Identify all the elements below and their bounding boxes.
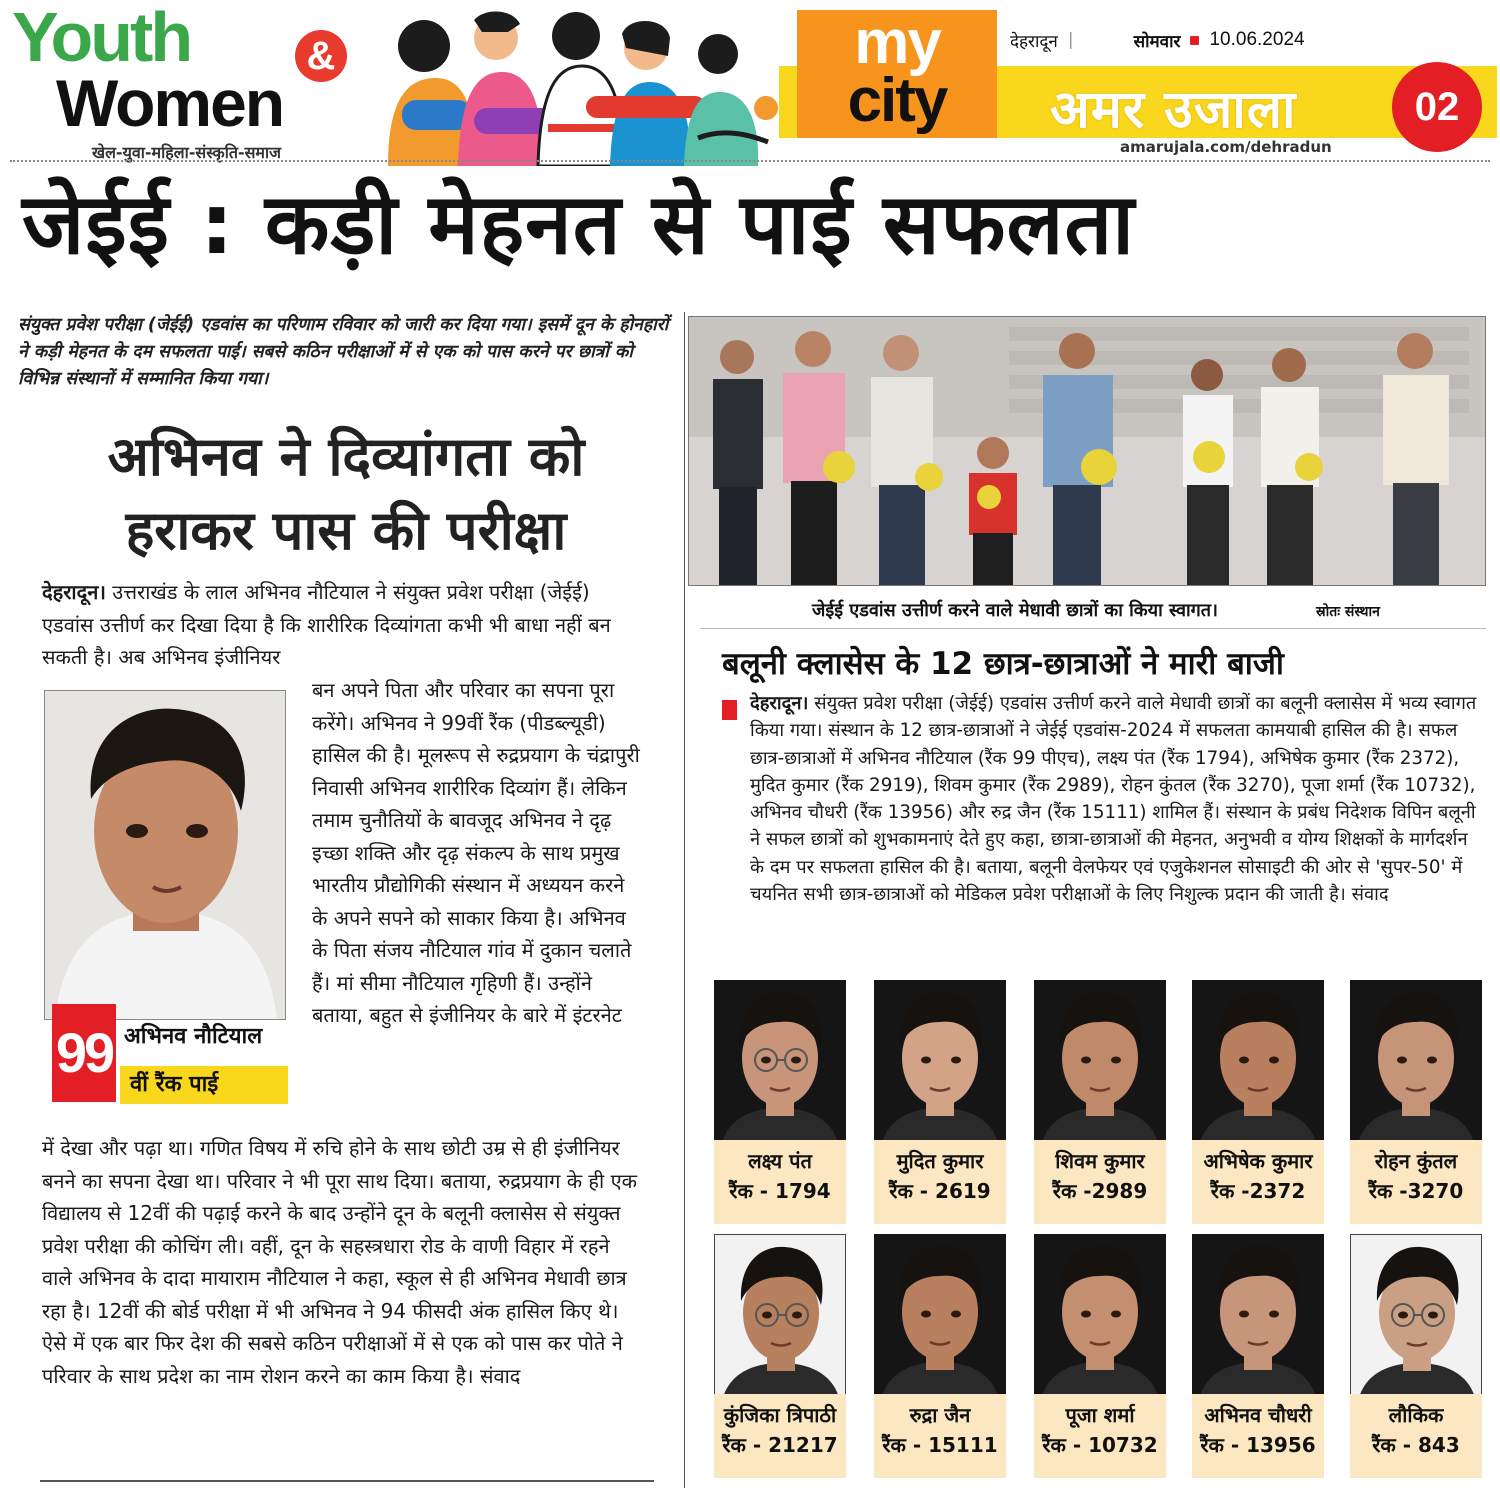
topper-label — [714, 1394, 846, 1478]
rank-highlight — [52, 1004, 288, 1102]
topper-portrait-drawing — [1034, 1234, 1166, 1406]
dateline-bullet-icon — [1190, 36, 1199, 45]
topper-portrait-drawing — [874, 980, 1006, 1152]
topper-photo — [714, 980, 846, 1152]
topper-card — [714, 980, 846, 1224]
topper-label — [1034, 1394, 1166, 1478]
topper-rank: रैंक -3270 — [1368, 1179, 1464, 1203]
topper-portrait-drawing — [1350, 980, 1482, 1152]
topper-card — [1034, 1234, 1166, 1478]
topper-portrait-drawing — [1034, 980, 1166, 1152]
topper-photo — [874, 1234, 1006, 1406]
topper-card — [1350, 1234, 1482, 1478]
topper-photo — [1350, 980, 1482, 1152]
dateline-city: देहरादून — [1010, 31, 1058, 52]
topper-card — [1034, 980, 1166, 1224]
dateline-day: सोमवार — [1133, 31, 1181, 52]
topper-name: कुंजिका त्रिपाठी — [723, 1403, 837, 1427]
dateline-separator: | — [1067, 30, 1074, 50]
group-photo — [688, 316, 1486, 586]
topper-name: रोहन कुंतल — [1374, 1149, 1458, 1173]
topper-photo — [1034, 1234, 1166, 1406]
edition-logo — [797, 10, 997, 138]
dateline-date: 10.06.2024 — [1209, 29, 1305, 50]
right-story-dateline: देहरादून। — [750, 693, 809, 714]
brand-tagline: खेल-युवा-महिला-संस्कृति-समाज — [92, 143, 282, 162]
topper-card — [714, 1234, 846, 1478]
topper-photo — [714, 1234, 846, 1406]
left-story-title: अभिनव ने दिव्यांगता को हराकर पास की परीक्षा — [107, 425, 585, 562]
topper-name: मुदित कुमार — [896, 1149, 984, 1173]
topper-rank: रैंक - 13956 — [1200, 1433, 1316, 1457]
topper-label — [874, 1394, 1006, 1478]
topper-portrait-drawing — [715, 1235, 846, 1406]
topper-grid — [714, 980, 1494, 1480]
supplement-logo — [12, 0, 362, 164]
topper-portrait-drawing — [1192, 1234, 1324, 1406]
topper-label — [874, 1140, 1006, 1224]
topper-rank: रैंक - 10732 — [1042, 1433, 1158, 1457]
abhinav-portrait — [44, 690, 286, 1020]
topper-name: पूजा शर्मा — [1065, 1403, 1135, 1427]
topper-label — [1034, 1140, 1166, 1224]
column-divider — [684, 312, 685, 1488]
topper-label — [1192, 1140, 1324, 1224]
rank-highlight-suffix: वीं रैंक पाई — [120, 1066, 288, 1104]
page-headline: जेईई : कड़ी मेहनत से पाई सफलता — [22, 175, 1136, 273]
brand-ampersand: & — [295, 30, 347, 82]
topper-rank: रैंक - 1794 — [729, 1179, 831, 1203]
caption-rule — [700, 628, 1486, 629]
topper-name: लक्ष्य पंत — [748, 1149, 812, 1173]
topper-card — [1350, 980, 1482, 1224]
left-story-tail-text: में देखा और पढ़ा था। गणित विषय में रुचि होने के साथ छोटी उम्र से ही इंजीनियर बनने का सपना देखा था। परिवार ने भी पूरा साथ दिया। बताया, रुद्रप्रयाग के ही एक विद्यालय से 12वीं की पढ़ाई करने के बाद उन्होंने दून के बलूनी क्लासेस से संयुक्त प्रवेश परीक्षा की कोचिंग ली। वहीं, दून के सहस्त्रधारा रोड के वाणी विहार में रहने वाले अभिनव के दादा मायाराम नौटियाल ने कहा, स्कूल से ही अभिनव मेधावी छात्र रहा है। 12वीं की बोर्ड परीक्षा में भी अभिनव ने 94 फीसदी अंक हासिल किए थे। ऐसे में एक बार फिर देश की सबसे कठिन परीक्षाओं में से एक को पास कर पोते ने परिवार के साथ प्रदेश का नाम रोशन करने का काम किया है। संवाद — [42, 1136, 637, 1388]
group-photo-caption: जेईई एडवांस उत्तीर्ण करने वाले मेधावी छात्रों का किया स्वागत। — [812, 600, 1218, 621]
story-marker-icon — [722, 700, 737, 720]
topper-card — [874, 1234, 1006, 1478]
newspaper-logo: अमर उजाला — [1050, 80, 1297, 140]
group-photo-credit: स्रोतः संस्थान — [1316, 604, 1380, 620]
edition-logo-top: my — [854, 8, 940, 77]
right-story-text: संयुक्त प्रवेश परीक्षा (जेईई) एडवांस उत्तीर्ण करने वाले मेधावी छात्रों का बलूनी क्लासेस में भव्य स्वागत किया गया। संस्थान के 12 छात्र-छात्राओं ने जेईई एडवांस-2024 में सफलता कामयाबी हासिल की है। सफल छात्र-छात्राओं में अभिनव नौटियाल (रैंक 99 पीएच), लक्ष्य पंत (रैंक 1794), अभिषेक कुमार (रैंक 2372), मुदित कुमार (रैंक 2919), शिवम कुमार (रैंक 2989), रोहन कुंतल (रैंक 3270), पूजा शर्मा (रैंक 10732), अभिनव चौधरी (रैंक 13956) और रुद्र जैन (रैंक 15111) शामिल हैं। संस्थान के प्रबंध निदेशक विपिन बलूनी ने सफल छात्रों को शुभकामनाएं देते हुए कहा, छात्रा-छात्राओं की मेहनत, अनुभवी व योग्य शिक्षकों के मार्गदर्शन के दम पर सफलता हासिल की है। बताया, बलूनी वेलफेयर एवं एजुकेशनल सोसाइटी की ओर से 'सुपर-50' में चयनित सभी छात्र-छात्राओं को मेडिकल प्रवेश परीक्षाओं के लिए निशुल्क प्रदान की जाती है। संवाद — [750, 693, 1477, 906]
topper-card — [1192, 980, 1324, 1224]
topper-rank: रैंक - 2619 — [889, 1179, 991, 1203]
left-story-dateline: देहरादून। — [42, 580, 106, 604]
left-story-column-text: बन अपने पिता और परिवार का सपना पूरा करेंगे। अभिनव ने 99वीं रैंक (पीडब्ल्यूडी) हासिल की है। मूलरूप से रुद्रप्रयाग के चंद्रापुरी निवासी अभिनव शारीरिक दिव्यांग हैं। लेकिन तमाम चुनौतियों के बावजूद अभिनव ने दृढ़ इच्छा शक्ति और दृढ़ संकल्प के साथ प्रमुख भारतीय प्रौद्योगिकी संस्थान में अध्ययन करने के अपने सपने को साकार किया है। अभिनव के पिता संजय नौटियाल गांव में दुकान चलाते हैं। मां सीमा नौटियाल गृहिणी हैं। उन्होंने बताया, बहुत से इंजीनियर के बारे में इंटरनेट — [312, 678, 640, 1027]
topper-photo — [1350, 1234, 1482, 1406]
intro-paragraph: संयुक्त प्रवेश परीक्षा (जेईई) एडवांस का परिणाम रविवार को जारी कर दिया गया। इसमें दून के होनहारों ने कड़ी मेहनत के दम सफलता पाई। सबसे कठिन परीक्षाओं में से एक को पास करने पर छात्रों को विभिन्न संस्थानों में सम्मानित किया गया। — [18, 315, 669, 389]
topper-photo — [1192, 980, 1324, 1152]
rank-highlight-number: 99 — [52, 1004, 116, 1102]
topper-photo — [1192, 1234, 1324, 1406]
left-story-lead — [42, 576, 627, 674]
topper-rank: रैंक - 21217 — [722, 1433, 838, 1457]
topper-portrait-drawing — [714, 980, 846, 1152]
newspaper-url: amarujala.com/dehradun — [1120, 138, 1332, 156]
edition-logo-bottom: city — [847, 66, 947, 135]
left-story-lead-text: उत्तराखंड के लाल अभिनव नौटियाल ने संयुक्त प्रवेश परीक्षा (जेईई) एडवांस उत्तीर्ण कर दिखा दिया है कि शारीरिक दिव्यांगता कभी भी बाधा नहीं बन सकती है। अब अभिनव इंजीनियर — [42, 580, 611, 669]
topper-label — [1192, 1394, 1324, 1478]
topper-card — [1192, 1234, 1324, 1478]
topper-card — [874, 980, 1006, 1224]
topper-rank: रैंक -2372 — [1210, 1179, 1306, 1203]
topper-name: शिवम कुमार — [1055, 1149, 1145, 1173]
topper-photo — [1034, 980, 1166, 1152]
topper-rank: रैंक -2989 — [1052, 1179, 1148, 1203]
topper-rank: रैंक - 843 — [1372, 1433, 1460, 1457]
topper-name: अभिनव चौधरी — [1204, 1403, 1312, 1427]
topper-photo — [874, 980, 1006, 1152]
brand-word-youth: Youth — [12, 0, 191, 76]
right-story-body — [750, 690, 1480, 908]
page-number-badge: 02 — [1392, 62, 1482, 152]
masthead-illustration — [378, 8, 780, 166]
topper-name: लौकिक — [1388, 1403, 1444, 1427]
topper-name: अभिषेक कुमार — [1203, 1149, 1313, 1173]
topper-portrait-drawing — [1351, 1235, 1482, 1406]
dateline — [1010, 28, 1305, 52]
topper-portrait-drawing — [874, 1234, 1006, 1406]
topper-name: रुद्रा जैन — [909, 1403, 971, 1427]
left-story-end-rule — [40, 1480, 654, 1482]
topper-label — [1350, 1394, 1482, 1478]
topper-label — [714, 1140, 846, 1224]
topper-rank: रैंक - 15111 — [882, 1433, 998, 1457]
rank-highlight-name: अभिनव नौटियाल — [124, 1024, 263, 1049]
topper-label — [1350, 1140, 1482, 1224]
brand-word-women: Women — [56, 66, 284, 140]
topper-portrait-drawing — [1192, 980, 1324, 1152]
masthead-divider — [10, 160, 1490, 162]
right-story-title: बलूनी क्लासेस के 12 छात्र-छात्राओं ने मारी बाजी — [722, 646, 1284, 682]
